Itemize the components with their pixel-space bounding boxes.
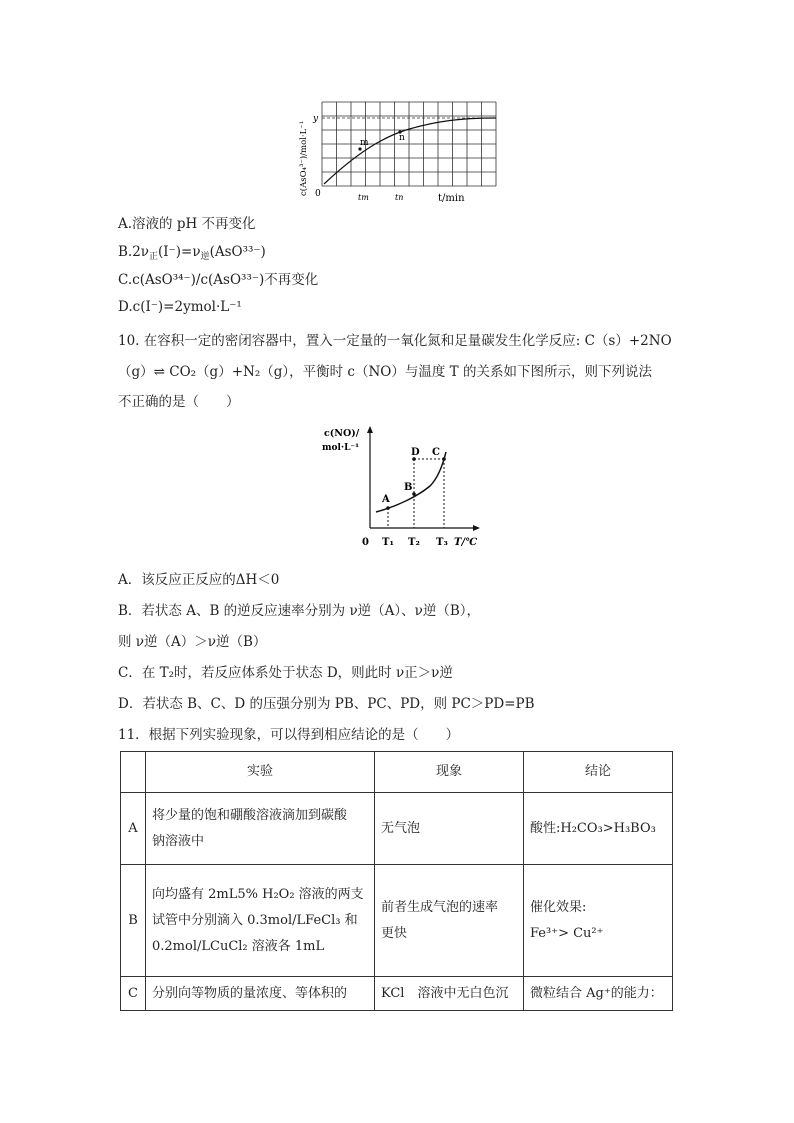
point-c xyxy=(442,457,446,461)
q10-option-a: A．该反应正反应的ΔH＜0 xyxy=(118,572,280,588)
x-tick-t2: T₂ xyxy=(408,537,420,548)
concentration-time-chart xyxy=(296,96,506,208)
point-n-label: n xyxy=(399,133,405,143)
x-tick-t3: T₃ xyxy=(436,537,448,548)
x-axis-arrow xyxy=(473,525,480,531)
table-row xyxy=(121,793,673,865)
x-tick-tn: tn xyxy=(395,193,404,202)
y-axis-label: c(AsO₄³⁻)/mol·L⁻¹ xyxy=(299,120,309,196)
table-row xyxy=(121,977,673,1011)
header-phenomenon: 现象 xyxy=(375,752,524,793)
conclusion-cell: 酸性:H₂CO₃>H₃BO₃ xyxy=(524,793,673,865)
x-axis-label: T/℃ xyxy=(454,537,478,548)
q10-option-b-line2: 则 ν逆（A）＞ν逆（B） xyxy=(118,634,267,650)
phenomenon-cell: KCl 溶液中无白色沉 xyxy=(375,977,524,1011)
phenomenon-cell: 无气泡 xyxy=(375,793,524,865)
experiment-cell: 将少量的饱和硼酸溶液滴加到碳酸 钠溶液中 xyxy=(146,793,375,865)
q9-option-b: $B.2\nu_正(I^-)=\nu_逆(AsO^{33-})$ xyxy=(118,244,266,262)
row-label: B xyxy=(121,865,146,977)
conclusion-cell: 微粒结合 Ag⁺的能力： xyxy=(524,977,673,1011)
point-b xyxy=(412,492,416,496)
experiment-cell: 分别向等物质的量浓度、等体积的 xyxy=(146,977,375,1011)
concentration-curve xyxy=(324,118,496,184)
x-axis-label: t/min xyxy=(438,193,465,204)
y-axis-label-2: mol·L⁻¹ xyxy=(322,443,360,453)
q10-option-b-line1: B．若状态 A、B 的逆反应速率分别为 ν逆（A）、ν逆（B）， xyxy=(118,603,481,619)
table-header-row xyxy=(121,752,673,793)
experiment-cell: 向均盛有 2mL5% H₂O₂ 溶液的两支 试管中分别滴入 0.3mol/LFeCl₃ 和 0.2mol/LCuCl₂ 溶液各 1mL xyxy=(146,865,375,977)
table-row xyxy=(121,865,673,977)
chart-grid xyxy=(322,102,496,186)
conclusion-cell: 催化效果: Fe³⁺> Cu²⁺ xyxy=(524,865,673,977)
x-tick-tm: tm xyxy=(358,193,369,202)
row-label: C xyxy=(121,977,146,1011)
q10-option-c: C．在 T₂时，若反应体系处于状态 D，则此时 ν正＞ν逆 xyxy=(118,665,453,681)
q9-option-a: A.溶液的 pH 不再变化 xyxy=(118,216,256,232)
q11-stem: 11．根据下列实验现象，可以得到相应结论的是（ ） xyxy=(118,727,460,743)
y-tick-label: y xyxy=(313,114,319,124)
origin-label: 0 xyxy=(362,537,369,548)
point-a-label: A xyxy=(382,494,390,505)
header-conclusion: 结论 xyxy=(524,752,673,793)
point-a xyxy=(386,506,390,510)
q10-stem-line3: 不正确的是（ ） xyxy=(118,394,240,410)
experiment-table xyxy=(120,751,673,1011)
y-axis-arrow xyxy=(367,426,373,433)
x-tick-t1: T₁ xyxy=(382,537,394,548)
q10-stem-line1: 10. 在容积一定的密闭容器中，置入一定量的一氧化氮和足量碳发生化学反应: C（s）+2NO xyxy=(118,333,672,349)
point-c-label: C xyxy=(432,447,440,458)
phenomenon-cell: 前者生成气泡的速率 更快 xyxy=(375,865,524,977)
header-blank xyxy=(121,752,146,793)
no-concentration-temperature-chart xyxy=(318,424,488,552)
q10-option-d: D．若状态 B、C、D 的压强分别为 PB、PC、PD，则 PC＞PD=PB xyxy=(118,696,535,712)
header-experiment: 实验 xyxy=(146,752,375,793)
y-axis-label-1: c(NO)/ xyxy=(324,428,360,439)
q10-stem-line2: （g）⇌ CO₂（g）+N₂（g），平衡时 c（NO）与温度 T 的关系如下图所示，则下列说法 xyxy=(118,364,652,380)
row-label: A xyxy=(121,793,146,865)
point-m-label: m xyxy=(360,138,369,148)
point-b-label: B xyxy=(404,482,413,493)
origin-label: 0 xyxy=(315,189,321,199)
q9-option-d: D.c(I⁻)=2ymol·L⁻¹ xyxy=(118,299,242,315)
point-d-label: D xyxy=(411,447,420,458)
q9-option-c: C.c(AsO³⁴⁻)/c(AsO³³⁻)不再变化 xyxy=(118,272,319,288)
